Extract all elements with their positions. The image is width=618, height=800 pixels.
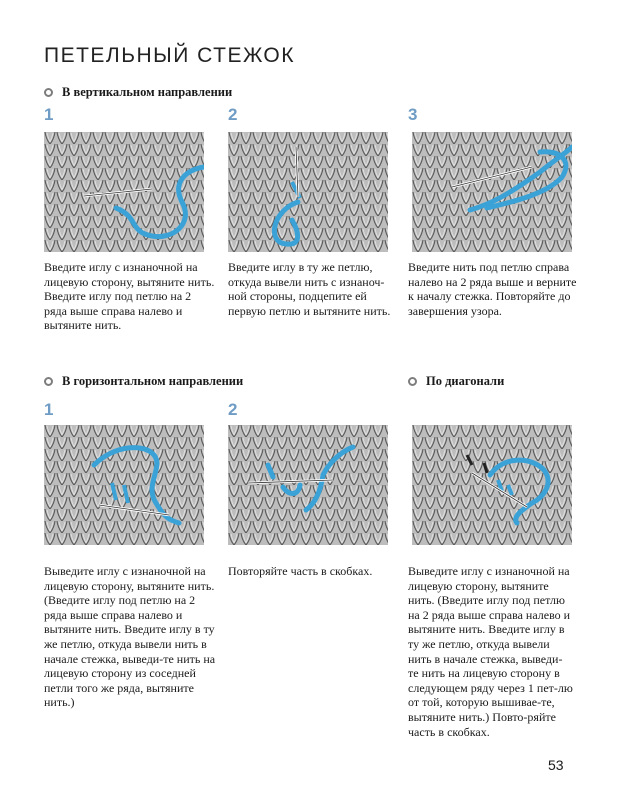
section-vertical-label: В вертикальном направлении (62, 85, 233, 99)
section-diagonal (408, 374, 504, 389)
step-number-v3: 3 (408, 105, 418, 124)
caption-vertical-1: Введите иглу с изнаночной на лицевую сторону, вытяните нить. Введите иглу под петлю на 2 ряда выше справа налево и вытяните нить. (44, 260, 215, 333)
illustration-horizontal-2 (228, 425, 388, 545)
caption-horizontal-2: Повторяйте часть в скобках. (228, 564, 373, 578)
illustration-diagonal (412, 425, 572, 545)
section-horizontal-label: В горизонтальном направлении (62, 374, 244, 388)
section-horizontal (44, 374, 243, 389)
caption-vertical-3: Введите нить под петлю справа налево на 2 ряда выше и верните к началу стежка. Повторяйте до завершения узора. (408, 260, 577, 318)
illustration-vertical-2 (228, 132, 388, 252)
caption-horizontal-1: Выведите иглу с изнаночной на лицевую сторону, вытяните нить. (Введите иглу под петлю на 2 ряда выше справа налево и вытяните нить. Введите иглу в ту же петлю, откуда вывели нить в начале стежка, выведи-те нить на лицевую сторону из соседней петли того же ряда, вытяните нить.) (44, 564, 216, 710)
illustration-vertical-3 (412, 132, 572, 252)
step-number-v1: 1 (44, 105, 54, 124)
caption-vertical-2: Введите иглу в ту же петлю, откуда вывели нить с изнаноч-ной стороны, подцепите ей первую петлю и вытяните нить. (228, 260, 391, 318)
page-title: ПЕТЕЛЬНЫЙ СТЕЖОК (44, 44, 295, 67)
illustration-horizontal-1 (44, 425, 204, 545)
section-bullet-icon (408, 377, 417, 386)
step-number-h1: 1 (44, 400, 54, 419)
step-number-v2: 2 (228, 105, 238, 124)
illustration-vertical-1 (44, 132, 204, 252)
caption-diagonal: Выведите иглу с изнаночной на лицевую сторону, вытяните нить. (Введите иглу под петлю на 2 ряда выше справа налево и вытяните нить. Введите иглу в ту же петлю, откуда вывели нить в начале стежка, выведи-те нить на лицевую сторону в следующем ряду через 1 пет-лю от той, которую вышивае-те, вытяните нить.) Повто-ряйте часть в скобках. (408, 564, 573, 739)
section-vertical (44, 85, 232, 100)
section-bullet-icon (44, 88, 53, 97)
step-number-h2: 2 (228, 400, 238, 419)
page-number: 53 (548, 757, 564, 773)
section-diagonal-label: По диагонали (426, 374, 505, 388)
section-bullet-icon (44, 377, 53, 386)
